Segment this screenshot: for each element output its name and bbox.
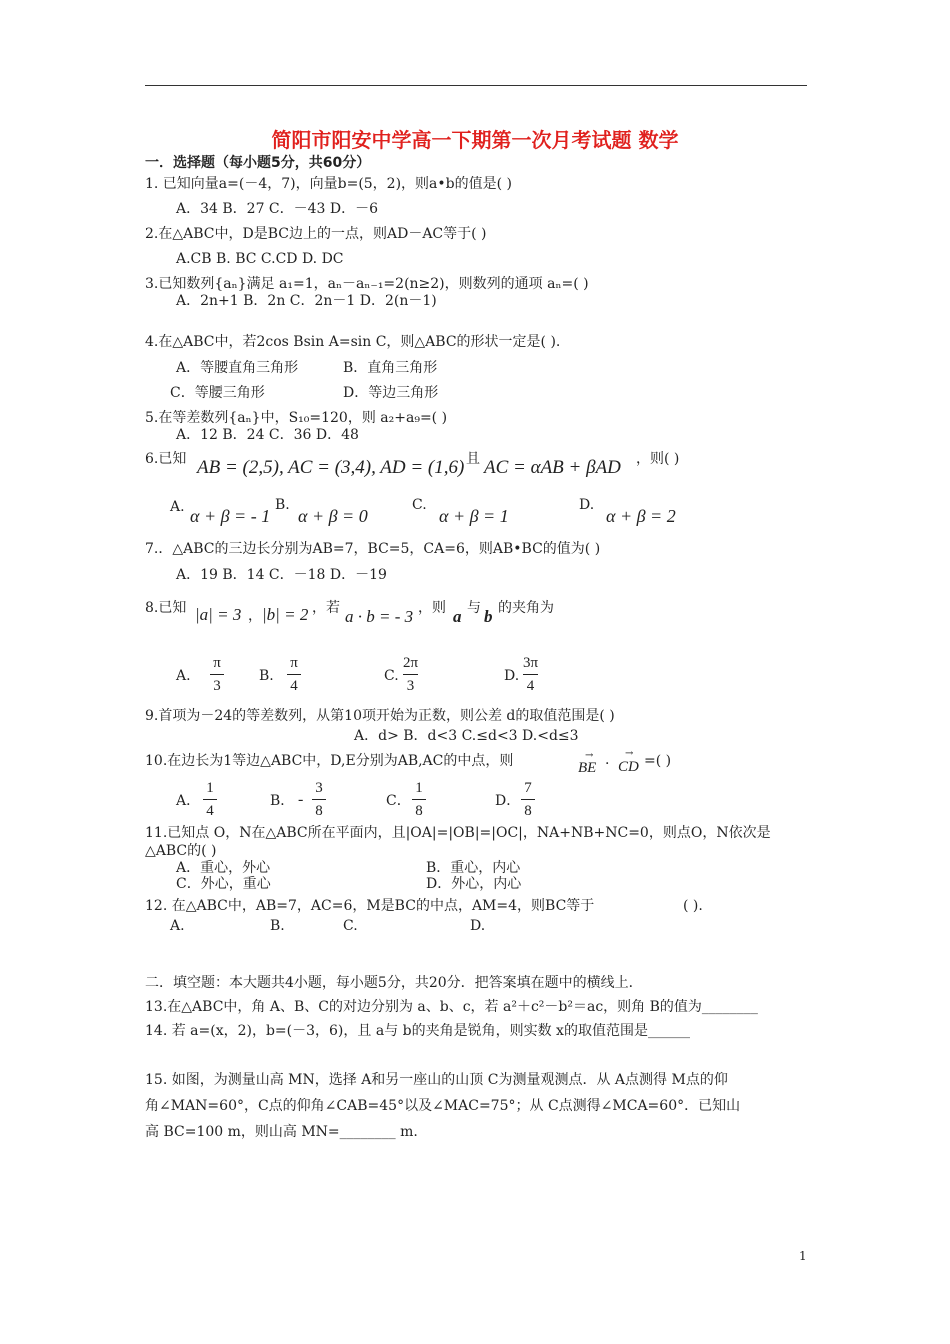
q10-option-c-label: C． [386, 793, 411, 809]
q10-vector-be: BE [578, 760, 597, 776]
q13-text: 13.在△ABC中，角 A、B、C的对边分别为 a、b、c，若 a²＋c²－b²＝ac，则角 B的值为________ [145, 999, 758, 1015]
q10-option-d-fraction [521, 779, 535, 820]
fraction-bar [287, 674, 301, 675]
q11-option-b: B．重心，内心 [426, 860, 521, 876]
q12-option-a: A. [170, 918, 185, 934]
q8-option-c-fraction [403, 654, 418, 695]
q15-line-3: 高 BC=100 m，则山高 MN=________ m. [145, 1124, 418, 1140]
q6-option-b-label: B. [275, 497, 290, 513]
q4-option-d: D．等边三角形 [343, 385, 439, 401]
q8-b-denominator: 4 [290, 678, 298, 694]
q6-formula-relation: AC = αAB + βAD [484, 457, 621, 478]
q8-d-denominator: 4 [526, 678, 535, 694]
q10-d-numerator: 7 [524, 780, 532, 796]
q8-option-a-label: A. [176, 668, 191, 684]
q1-stem: 1. 已知向量a=(－4，7)，向量b=(5，2)，则a•b的值是( ) [145, 176, 512, 192]
q11-stem: 11.已知点 O，N在△ABC所在平面内，且|OA|=|OB|=|OC|，NA+NB+NC=0，则点O，N依次是 [145, 825, 771, 841]
q6-option-c: α + β = 1 [439, 506, 509, 526]
q12-option-d: D. [470, 918, 486, 934]
q6-stem: 6.已知 [145, 451, 187, 467]
q8-d-numerator: 3π [523, 655, 539, 671]
q8-option-c-label: C. [384, 668, 399, 684]
q3-options: A．2n+1 B．2n C．2n－1 D．2(n－1) [176, 293, 437, 309]
fraction-bar [521, 799, 535, 800]
q10-c-denominator: 8 [415, 803, 423, 819]
page-title: 简阳市阳安中学高一下期第一次月考试题 数学 [271, 128, 679, 152]
q14-text: 14. 若 a=(x，2)，b=(－3，6)，且 a与 b的夹角是锐角，则实数 x的取值范围是______ [145, 1023, 690, 1039]
q4-option-b: B．直角三角形 [343, 360, 438, 376]
header-rule [145, 85, 807, 86]
q12-option-b: B. [270, 918, 285, 934]
q10-d-denominator: 8 [524, 803, 532, 819]
q8-formula-a-norm: |a| = 3 [195, 605, 242, 624]
q10-stem: 10.在边长为1等边△ABC中，D,E分别为AB,AC的中点，则 [145, 753, 514, 769]
q10-option-d-label: D． [495, 793, 521, 809]
q15-line-2: 角∠MAN=60°，C点的仰角∠CAB=45°以及∠MAC=75°；从 C点测得∠MCA=60°．已知山 [145, 1098, 741, 1114]
q5-stem: 5.在等差数列{aₙ}中，S₁₀=120，则 a₂+a₉=( ) [145, 410, 448, 426]
q8-c-denominator: 3 [406, 678, 415, 694]
q8-stem-start: 8.已知 [145, 600, 187, 616]
q10-option-b-minus: - [298, 791, 304, 808]
q10-b-numerator: 3 [315, 780, 323, 796]
q10-b-denominator: 8 [315, 803, 323, 819]
q9-options: A．d> B．d<3 C.≤d<3 D.<d≤3 [354, 728, 579, 744]
q6-option-c-label: C. [412, 497, 427, 513]
section-choice-heading: 一．选择题（每小题5分，共60分） [145, 155, 371, 171]
q10-option-c-fraction [412, 779, 426, 820]
q8-sep-2: ，若 [312, 600, 340, 616]
q10-option-a-fraction [203, 779, 217, 820]
q10-stem-tail: =( ) [644, 753, 672, 769]
fraction-bar [403, 674, 418, 675]
q8-sep-1: ， [248, 608, 262, 624]
page-number: 1 [799, 1249, 807, 1263]
q4-option-a: A．等腰直角三角形 [176, 360, 299, 376]
q8-option-b-label: B. [259, 668, 274, 684]
q10-a-denominator: 4 [206, 803, 214, 819]
q6-option-d-label: D. [579, 497, 595, 513]
q10-option-b-label: B． [270, 793, 295, 809]
fraction-bar [412, 799, 426, 800]
q7-stem: 7.．△ABC的三边长分别为AB=7，BC=5，CA=6，则AB•BC的值为( ) [145, 541, 601, 557]
vector-arrow-icon: → [625, 748, 634, 759]
q4-stem: 4.在△ABC中，若2cos Bsin A=sin C，则△ABC的形状一定是( ). [145, 334, 561, 350]
q8-option-d-label: D. [504, 668, 520, 684]
q10-option-a-label: A． [176, 793, 201, 809]
q11-stem-continued: △ABC的( ) [145, 843, 217, 859]
q1-options: A．34 B．27 C．－43 D．－6 [176, 201, 379, 217]
q8-a-numerator: π [213, 655, 221, 671]
q2-options: A.CB B. BC C.CD D. DC [176, 251, 344, 267]
q2-stem: 2.在△ABC中，D是BC边上的一点，则AD－AC等于( ) [145, 226, 487, 242]
q9-stem: 9.首项为－24的等差数列，从第10项开始为正数，则公差 d的取值范围是( ) [145, 708, 615, 724]
q15-line-1: 15. 如图，为测量山高 MN，选择 A和另一座山的山顶 C为测量观测点．从 A点测得 M点的仰 [145, 1072, 728, 1088]
q8-formula-b-norm: |b| = 2 [262, 605, 309, 624]
q8-c-numerator: 2π [403, 655, 419, 671]
q8-b-numerator: π [290, 655, 298, 671]
q6-option-d: α + β = 2 [606, 506, 676, 526]
q8-with: 与 [467, 600, 481, 616]
section-fill-heading: 二．填空题：本大题共4小题，每小题5分，共20分．把答案填在题中的横线上． [145, 975, 643, 991]
q11-option-c: C．外心，重心 [176, 876, 271, 892]
q7-options: A．19 B．14 C．－18 D．－19 [176, 567, 387, 583]
q6-option-a: α + β = - 1 [190, 506, 271, 526]
q8-stem-tail: 的夹角为 [498, 600, 554, 616]
fraction-bar [312, 799, 326, 800]
q8-a-denominator: 3 [213, 678, 221, 694]
q8-sep-3: ，则 [418, 600, 446, 616]
q6-stem-mid: 且 [466, 451, 480, 467]
q10-a-numerator: 1 [206, 780, 214, 796]
q11-option-d: D．外心，内心 [426, 876, 522, 892]
q10-c-numerator: 1 [415, 780, 423, 796]
fraction-bar [523, 674, 538, 675]
q6-stem-tail: ，则( ) [636, 451, 680, 467]
q8-option-a-fraction [210, 654, 224, 695]
q6-option-a-label: A. [170, 499, 185, 515]
q6-option-b: α + β = 0 [298, 506, 368, 526]
q8-vector-b: b [484, 607, 493, 626]
q12-stem: 12. 在△ABC中，AB=7，AC=6，M是BC的中点，AM=4，则BC等于 [145, 898, 595, 914]
q6-formula-given: AB = (2,5), AC = (3,4), AD = (1,6) [197, 457, 465, 478]
vector-arrow-icon: → [585, 750, 594, 761]
q8-option-d-fraction [523, 654, 538, 695]
q8-option-b-fraction [287, 654, 301, 695]
q11-option-a: A．重心，外心 [176, 860, 271, 876]
q10-dot: · [605, 756, 610, 772]
q4-option-c: C．等腰三角形 [170, 385, 265, 401]
q8-formula-dot: a · b = - 3 [345, 607, 414, 626]
fraction-bar [203, 799, 217, 800]
q5-options: A．12 B．24 C．36 D．48 [176, 427, 359, 443]
q10-option-b-fraction [312, 779, 326, 820]
q12-answer-paren: ( ). [683, 898, 703, 914]
q10-vector-cd: CD [618, 759, 639, 775]
q12-option-c: C. [343, 918, 358, 934]
q8-vector-a: a [453, 607, 462, 626]
fraction-bar [210, 674, 224, 675]
q3-stem: 3.已知数列{aₙ}满足 a₁=1，aₙ－aₙ₋₁=2(n≥2)，则数列的通项 aₙ=( ) [145, 276, 589, 292]
